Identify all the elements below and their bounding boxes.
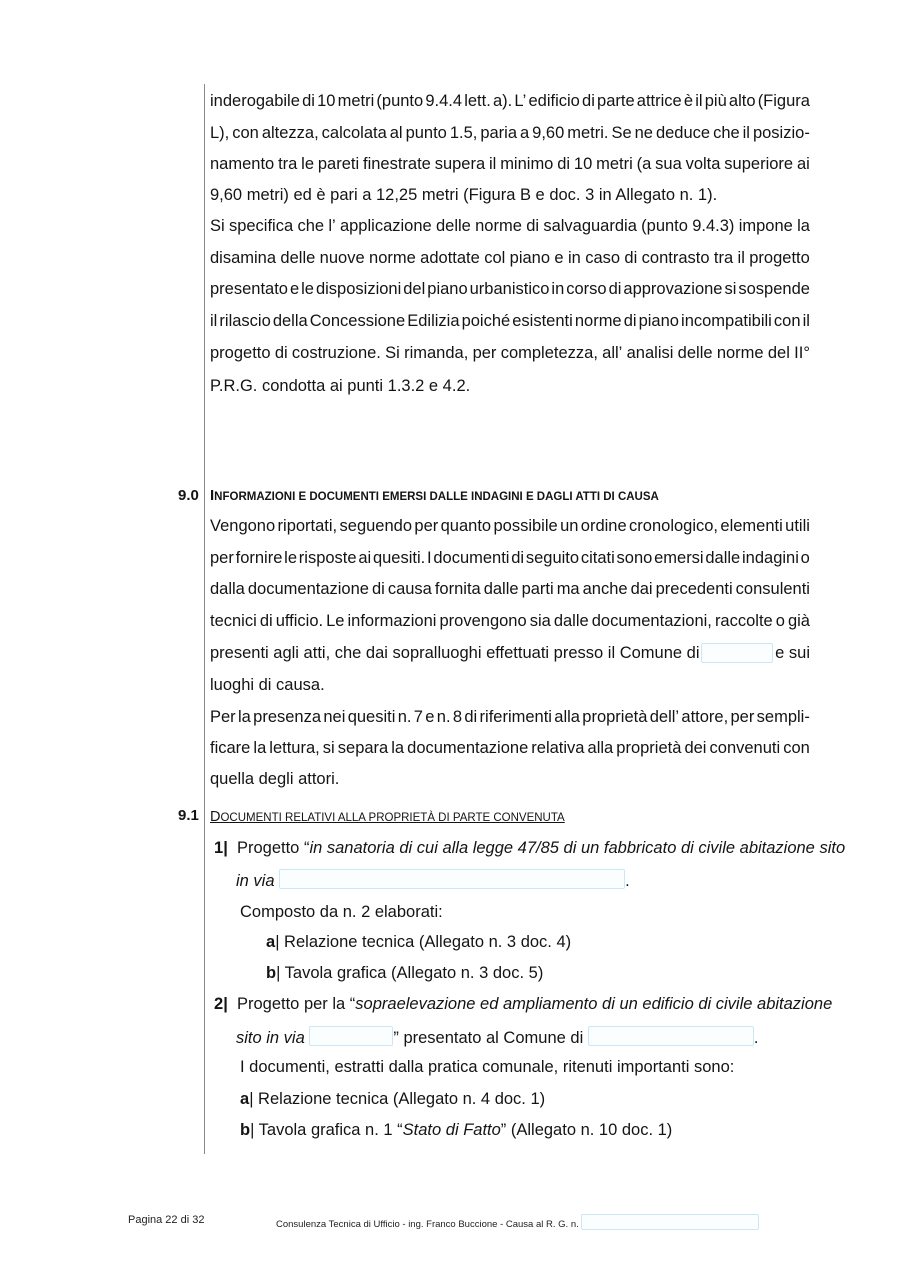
redacted-field xyxy=(588,1026,754,1046)
redacted-field xyxy=(279,869,625,889)
text-line: il rilascio della Concessione Edilizia poiché esistenti norme di piano incompatibili con il xyxy=(210,312,810,330)
list-item: 2| Progetto per la “sopraelevazione ed ampliamento di un edificio di civile abitazione xyxy=(214,995,833,1013)
margin-rule xyxy=(204,84,205,1154)
text-line: Per la presenza nei quesiti n. 7 e n. 8 di riferimenti alla proprietà dell’ attore, per sempli- xyxy=(210,708,810,726)
text-line: 9,60 metri) ed è pari a 12,25 metri (Figura B e doc. 3 in Allegato n. 1). xyxy=(210,186,718,204)
text-line: per fornire le risposte ai quesiti. I documenti di seguito citati sono emersi dalle indagini o xyxy=(210,549,810,567)
text-line: namento tra le pareti finestrate supera il minimo di 10 metri (a sua volta superiore ai xyxy=(210,155,810,173)
text-line: progetto di costruzione. Si rimanda, per completezza, all’ analisi delle norme del II° xyxy=(210,344,810,362)
footer-text: Consulenza Tecnica di Ufficio - ing. Franco Buccione - Causa al R. G. n. xyxy=(276,1214,759,1232)
text-line: inderogabile di 10 metri (punto 9.4.4 lett. a). L’ edificio di parte attrice è il più alto (Figura xyxy=(210,92,810,110)
list-item: a| Relazione tecnica (Allegato n. 4 doc. 1) xyxy=(240,1090,546,1108)
redacted-field xyxy=(581,1214,759,1230)
text-line: Si specifica che l’ applicazione delle norme di salvaguardia (punto 9.4.3) impone la xyxy=(210,217,810,235)
text-line: L), con altezza, calcolata al punto 1.5, paria a 9,60 metri. Se ne deduce che il posizio- xyxy=(210,124,810,142)
page-number: Pagina 22 di 32 xyxy=(128,1214,205,1226)
text-line: Vengono riportati, seguendo per quanto possibile un ordine cronologico, elementi utili xyxy=(210,517,810,535)
text-line: in via . xyxy=(236,869,630,891)
text-line: dalla documentazione di causa fornita dalle parti ma anche dai precedenti consulenti xyxy=(210,580,810,598)
list-item: 1| Progetto “in sanatoria di cui alla legge 47/85 di un fabbricato di civile abitazione sito xyxy=(214,839,846,857)
text-line: tecnici di ufficio. Le informazioni provengono sia dalle documentazioni, raccolte o già xyxy=(210,612,810,630)
section-number: 9.1 xyxy=(178,807,199,824)
text-line: Composto da n. 2 elaborati: xyxy=(240,903,443,921)
redacted-field xyxy=(309,1026,393,1046)
section-heading: DOCUMENTI RELATIVI ALLA PROPRIETÀ DI PARTE CONVENUTA xyxy=(210,809,565,825)
section-number: 9.0 xyxy=(178,487,199,504)
list-item: b| Tavola grafica (Allegato n. 3 doc. 5) xyxy=(266,964,544,982)
redacted-field xyxy=(701,643,773,663)
text-line: quella degli attori. xyxy=(210,770,340,788)
text-line: disamina delle nuove norme adottate col piano e in caso di contrasto tra il progetto xyxy=(210,249,810,267)
list-item: b| Tavola grafica n. 1 “Stato di Fatto” (Allegato n. 10 doc. 1) xyxy=(240,1121,673,1139)
text-line: luoghi di causa. xyxy=(210,676,325,694)
text-line: ficare la lettura, si separa la documentazione relativa alla proprietà dei convenuti con xyxy=(210,739,810,757)
text-line: sito in via ” presentato al Comune di . xyxy=(236,1026,758,1048)
list-item: a| Relazione tecnica (Allegato n. 3 doc. 4) xyxy=(266,933,572,951)
text-line: presenti agli atti, che dai sopralluoghi effettuati presso il Comune di e sui xyxy=(210,644,810,662)
text-line: presentato e le disposizioni del piano urbanistico in corso di approvazione si sospende xyxy=(210,280,810,298)
text-line: P.R.G. condotta ai punti 1.3.2 e 4.2. xyxy=(210,377,471,395)
section-heading: INFORMAZIONI E DOCUMENTI EMERSI DALLE INDAGINI E DAGLI ATTI DI CAUSA xyxy=(210,487,659,504)
text-line: I documenti, estratti dalla pratica comunale, ritenuti importanti sono: xyxy=(240,1058,735,1076)
